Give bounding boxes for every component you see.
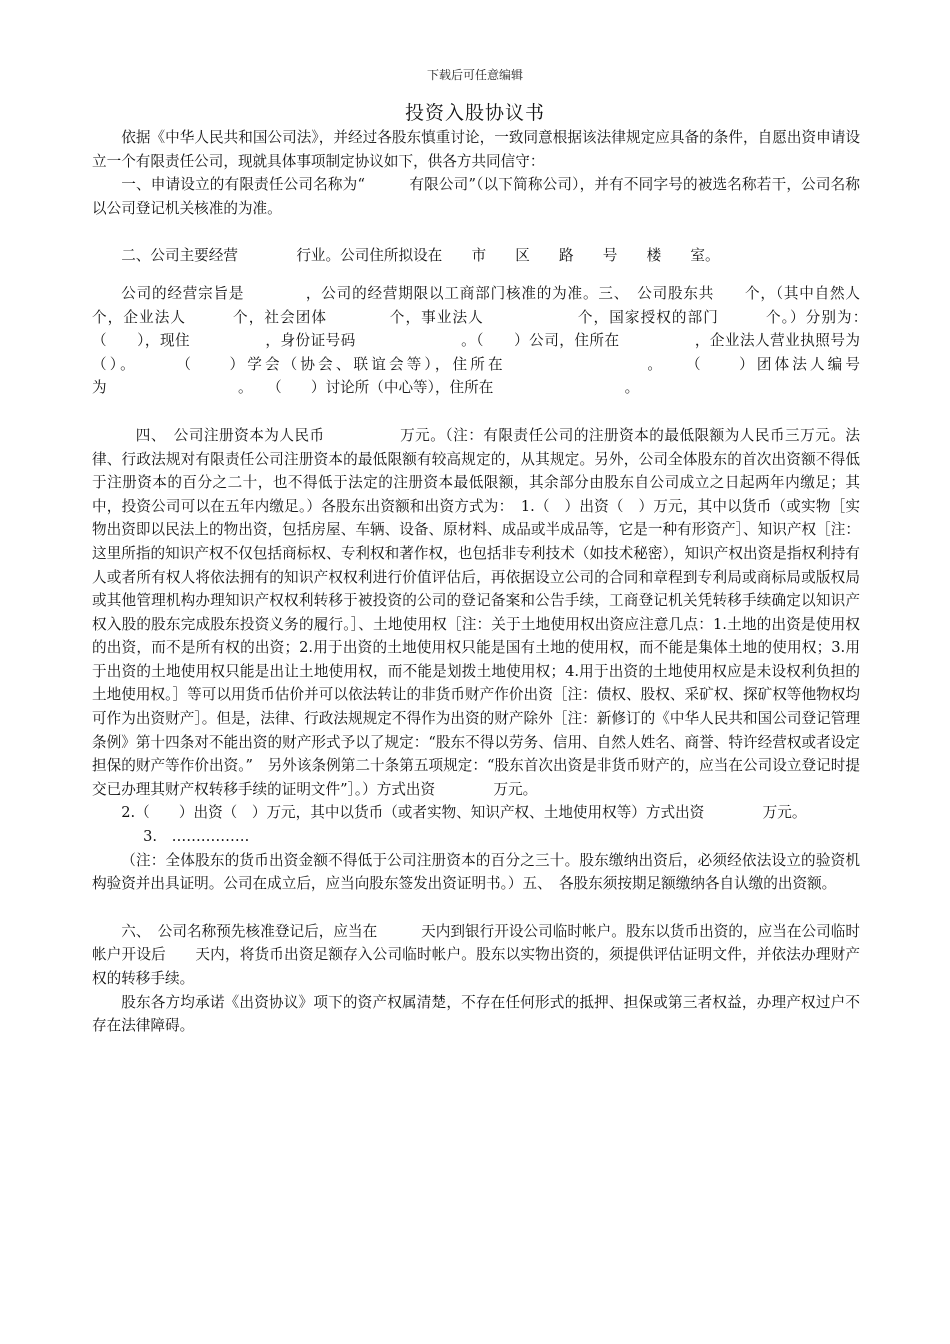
paragraph-article-6: 六、 公司名称预先核准登记后，应当在 天内到银行开设公司临时帐户。股东以货币出资的，应当在公司临时帐户开设后 天内，将货币出资足额存入公司临时帐户。股东以实物出资的，须提供评估证明文件，并依法办理财产权的转移手续。: [92, 922, 860, 987]
page-header: 下载后可任意编辑: [426, 68, 523, 82]
paragraph-article-4-item-2: 2.（ ）出资（ ）万元，其中以货币（或者实物、知识产权、土地使用权等）方式出资 万元。: [121, 804, 807, 822]
paragraph-article-4-item-3: 3. …………….: [143, 828, 250, 846]
paragraph-preamble: 依据《中华人民共和国公司法》，并经过各股东慎重讨论，一致同意根据该法律规定应具备的条件，自愿出资申请设立一个有限责任公司，现就具体事项制定协议如下，供各方共同信守：: [92, 129, 860, 170]
paragraph-article-2: 二、公司主要经营 行业。公司住所拟设在 市 区 路 号 楼 室。: [121, 247, 720, 265]
paragraph-commitment: 股东各方均承诺《出资协议》项下的资产权属清楚，不存在任何形式的抵押、担保或第三者权益，办理产权过户不存在法律障碍。: [92, 993, 860, 1035]
paragraph-article-4: 四、 公司注册资本为人民币 万元。（注：有限责任公司的注册资本的最低限额为人民币三万元。法律、行政法规对有限责任公司注册资本的最低限额有较高规定的，从其规定。另外，公司全体股东的首次出资额不得低于注册资本的百分之二十，也不得低于法定的注册资本最低限额，其余部分由股东自公司成立之日起两年内缴足；其中，投资公司可以在五年内缴足。）各股东出资额和出资方式为： 1.（ ）出资（ ）万元，其中以货币（或实物［实物出资即以民法上的物出资，包括房屋、车辆、设备、原材料、成品或半成品等，它是一种有形资产］、知识产权［注：这里所指的知识产权不仅包括商标权、专利权和著作权，也包括非专利技术（如技术秘密），知识产权出资是指权利持有人或者所有权人将依法拥有的知识产权权利进行价值评估后，再依据设立公司的合同和章程到专利局或商标局或版权局或其他管理机构办理知识产权权利转移于被投资的公司的登记备案和公告手续，工商登记机关凭转移手续确定以知识产权入股的股东完成股东投资义务的履行。］、土地使用权［注：关于土地使用权出资应注意几点：1.土地的出资是使用权的出资，而不是所有权的出资；2.用于出资的土地使用权只能是国有土地的使用权，而不能是集体土地的使用权；3.用于出资的土地使用权只能是出让土地使用权，而不能是划拨土地使用权；4.用于出资的土地使用权应是未设权利负担的土地使用权。］等可以用货币估价并可以依法转让的非货币财产作价出资［注：债权、股权、采矿权、探矿权等他物权均可作为出资财产］。但是，法律、行政法规规定不得作为出资的财产除外［注：新修订的《中华人民共和国公司登记管理条例》第十四条对不能出资的财产形式予以了规定：“股东不得以劳务、信用、自然人姓名、商誉、特许经营权或者设定担保的财产等作价出资。” 另外该条例第二十条第五项规定：“股东首次出资是非货币财产的，应当在公司设立登记时提交已办理其财产权转移手续的证明文件”］。）方式出资 万元。: [92, 426, 860, 798]
document-title: 投资入股协议书: [404, 102, 545, 124]
document-body: [92, 126, 919, 1038]
paragraph-article-1: 一、申请设立的有限责任公司名称为“ 有限公司”（以下简称公司），并有不同字号的被选名称若干，公司名称以公司登记机关核准的为准。: [92, 176, 860, 217]
paragraph-note-and-article-5: （注：全体股东的货币出资金额不得低于公司注册资本的百分之三十。股东缴纳出资后，必须经依法设立的验资机构验资并出具证明。公司在成立后，应当向股东签发出资证明书。）五、 各股东须按期足额缴纳各自认缴的出资额。: [92, 851, 860, 893]
paragraph-article-3: 公司的经营宗旨是 ，公司的经营期限以工商部门核准的为准。三、 公司股东共 个，（其中自然人 个，企业法人 个，社会团体 个，事业法人 个，国家授权的部门 个。）分别为： （ ），现住 ，身份证号码 。（ ）公司，住所在 ，企业法人营业执照号为（）。 （ ）学会（协会、联谊会等），住所在 。 （ ）团体法人编号为 。 （ ）讨论所（中心等），住所在 。: [92, 284, 919, 397]
